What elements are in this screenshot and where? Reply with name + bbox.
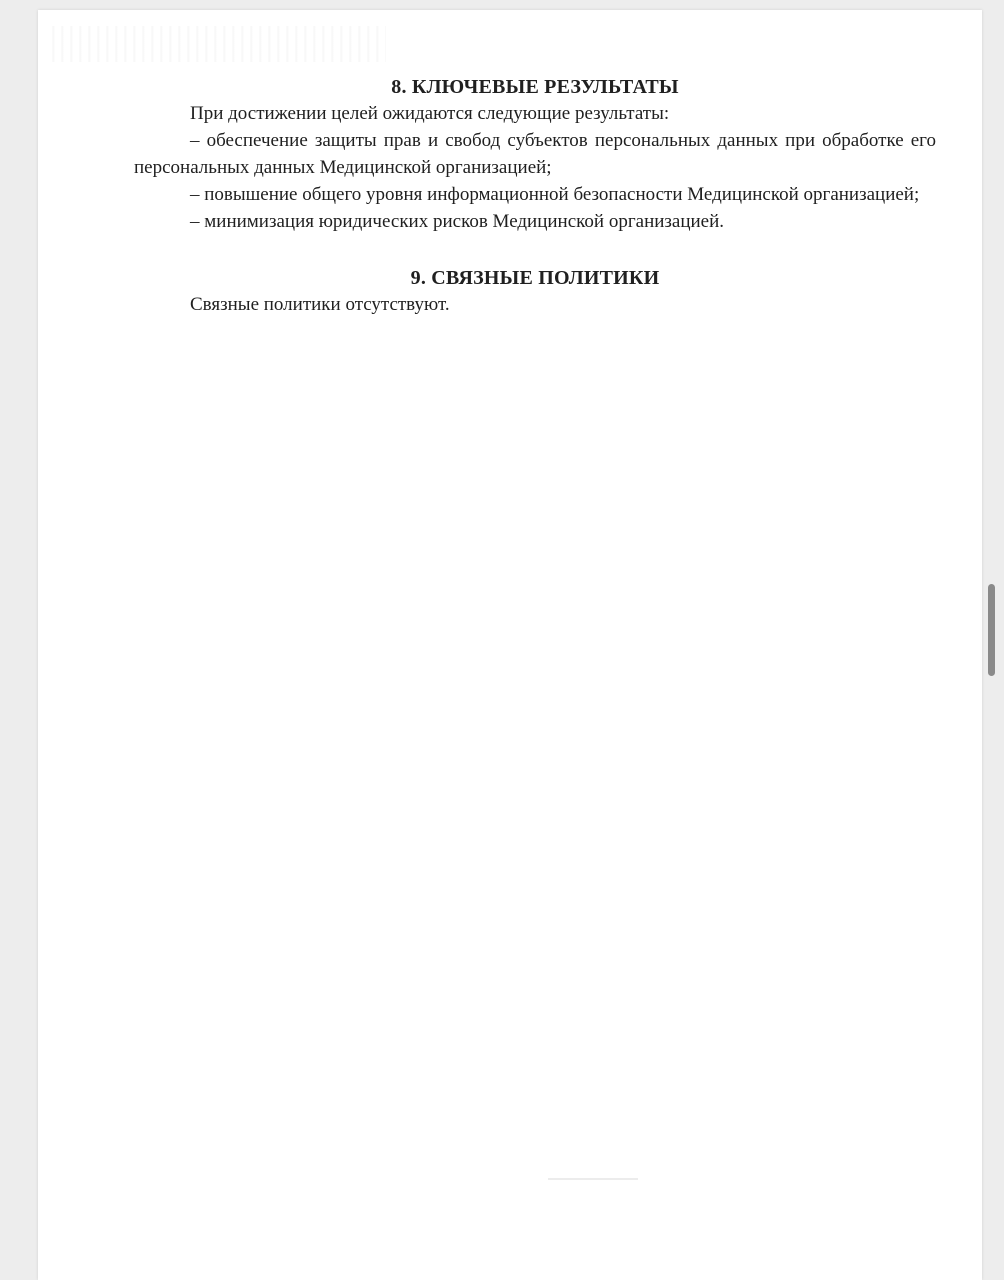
section-9-heading: 9. СВЯЗНЫЕ ПОЛИТИКИ xyxy=(410,267,660,289)
scan-mark xyxy=(548,1178,638,1180)
section-8-item-3: – минимизация юридических рисков Медицинской организацией. xyxy=(190,211,725,232)
section-8-item-1: – обеспечение защиты прав и свобод субъектов персональных данных при обработке его персональных данных Медицинской организацией; xyxy=(134,130,936,178)
section-8-item-2: – повышение общего уровня информационной безопасности Медицинской организацией; xyxy=(190,184,920,205)
section-8-heading: 8. КЛЮЧЕВЫЕ РЕЗУЛЬТАТЫ xyxy=(391,76,679,98)
document-page xyxy=(38,10,982,1280)
section-8-intro: При достижении целей ожидаются следующие результаты: xyxy=(190,103,670,124)
scrollbar-thumb[interactable] xyxy=(988,584,995,676)
document-content xyxy=(134,74,936,318)
scan-artifact xyxy=(46,26,386,62)
section-9-text: Связные политики отсутствуют. xyxy=(190,294,450,315)
